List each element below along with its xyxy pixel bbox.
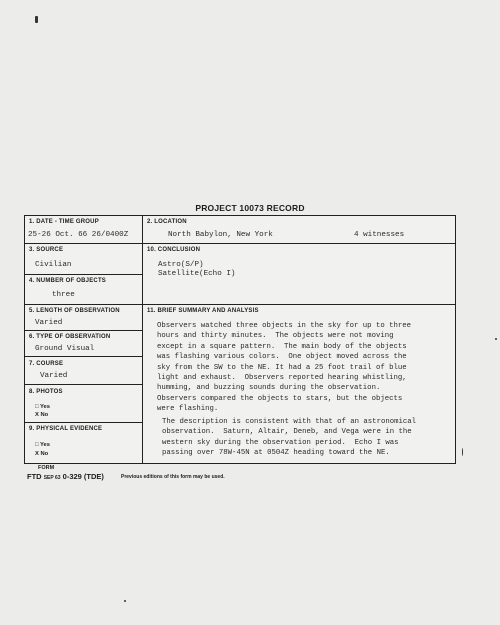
summary-paragraph-1: Observers watched three objects in the sky for up to three hours and thirty minutes. The objects were not moving except in a square pattern. The main body of the objects was flashing various colors. One object moved across the sky from the SW to the NE. It had a 25 foot trail of blue light and exhaust. Observers reported hearing whistling, humming, and buzzing sounds during the observation. Observers compared the objects to stars, but the objects were flashing.: [157, 322, 411, 414]
summary-paragraph-2: The description is consistent with that of an astronomical observation. Saturn, Altair, Deneb, and Vega were in the western sky during the observation period. Echo I was passing over 78W-45N at 0504Z heading toward the NE.: [162, 418, 416, 458]
witnesses-value: 4 witnesses: [354, 231, 405, 239]
source-label: 3. SOURCE: [29, 247, 64, 253]
summary-label: 11. BRIEF SUMMARY AND ANALYSIS: [147, 308, 259, 314]
scan-speck: [462, 448, 463, 456]
scan-speck: [124, 600, 126, 602]
photos-yes-checkbox[interactable]: □ Yes: [35, 404, 51, 410]
form-identifier: [27, 472, 104, 481]
course-label: 7. COURSE: [29, 361, 64, 367]
physical-evidence-yes-checkbox[interactable]: □ Yes: [35, 442, 51, 448]
conclusion-line-1: Astro(S/P): [158, 261, 204, 269]
row-divider: [25, 243, 455, 244]
number-of-objects-label: 4. NUMBER OF OBJECTS: [29, 278, 107, 284]
length-of-observation-label: 5. LENGTH OF OBSERVATION: [29, 308, 120, 314]
photos-label: 8. PHOTOS: [29, 389, 63, 395]
conclusion-line-2: Satellite(Echo I): [158, 270, 236, 278]
type-of-observation-value: Ground Visual: [35, 345, 95, 353]
number-of-objects-value: three: [52, 291, 75, 299]
row-divider: [25, 304, 455, 305]
form-title: PROJECT 10073 RECORD: [195, 203, 305, 213]
form-id: FTD: [27, 472, 42, 481]
form-number: 0-329 (TDE): [62, 472, 104, 481]
row-divider: [25, 330, 142, 331]
row-divider: [25, 384, 142, 385]
physical-evidence-label: 9. PHYSICAL EVIDENCE: [29, 426, 103, 432]
location-label: 2. LOCATION: [147, 219, 187, 225]
date-time-group-value: 25-26 Oct. 66 26/0400Z: [28, 231, 129, 239]
length-of-observation-value: Varied: [35, 319, 63, 327]
form-word: FORM: [38, 465, 55, 471]
record-form: [24, 215, 456, 464]
row-divider: [25, 274, 142, 275]
course-value: Varied: [40, 372, 68, 380]
previous-editions-note: Previous editions of this form may be used.: [121, 474, 225, 480]
physical-evidence-no-checkbox[interactable]: X No: [35, 451, 49, 457]
row-divider: [25, 422, 142, 423]
row-divider: [25, 356, 142, 357]
source-value: Civilian: [35, 261, 72, 269]
scan-speck: [35, 16, 38, 23]
location-value: North Babylon, New York: [168, 231, 273, 239]
conclusion-label: 10. CONCLUSION: [147, 247, 201, 253]
scan-speck: [495, 338, 497, 340]
photos-no-checkbox[interactable]: X No: [35, 412, 49, 418]
form-date: SEP 63: [43, 475, 61, 481]
date-time-group-label: 1. DATE - TIME GROUP: [29, 219, 99, 225]
column-divider: [142, 216, 143, 463]
type-of-observation-label: 6. TYPE OF OBSERVATION: [29, 334, 111, 340]
